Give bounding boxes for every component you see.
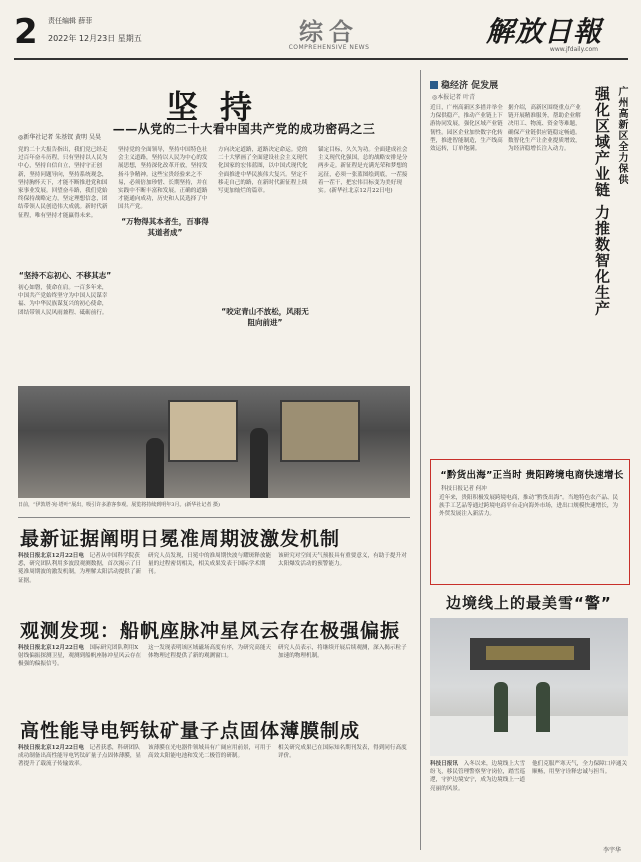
editor-line: 责任编辑 薛菲 bbox=[48, 17, 93, 25]
masthead-meta bbox=[48, 16, 142, 44]
section-name: 综合 bbox=[299, 18, 359, 46]
column-head-marker bbox=[430, 81, 438, 89]
lead-body-col-2: 坚持党的全面领导，坚持中国特色社会主义道路，坚持以人民为中心的发展思想，坚持深化改革开放，坚持发扬斗争精神。这些宝贵经验来之不易，必须倍加珍惜、长期坚持，并在实践中不断丰富和发展。正确的道路才能通向成功，历史和人民选择了中国共产党。 bbox=[118, 147, 208, 211]
news-body-1c: 该研究对空间天气预报具有重要意义，有助于提升对太阳爆发活动的预警能力。 bbox=[278, 553, 407, 568]
page-number: 2 bbox=[14, 12, 38, 52]
box-byline: 科技日报记者 何冲 bbox=[441, 486, 487, 492]
divider bbox=[18, 517, 410, 518]
right-body-col-1: 近日，广州高新区多措并举全力保供稳产，推动产业链上下游协同发展，强化区域产业链韧性。园区企业加快数字化转型，推进智能制造，生产线高效运转，订单饱满。 bbox=[430, 105, 503, 153]
visitor-figure bbox=[250, 428, 268, 498]
news-body-3a: 科技日报北京12月22日电 记者获悉，科研团队成功制备出高性能导电钙钛矿量子点固体薄膜，显著提升了载流子传输效率。 bbox=[18, 745, 142, 768]
section-en: COMPREHENSIVE NEWS bbox=[288, 44, 370, 51]
right-vertical-subtitle: 广州高新区全力保供 bbox=[616, 86, 627, 185]
lead-title: 坚持 bbox=[165, 88, 274, 126]
column-head-text: 稳经济 促发展 bbox=[441, 81, 499, 91]
box-title: “黔货出海”正当时 贵阳跨境电商快速增长 bbox=[440, 470, 624, 481]
lead-subtitle: ——从党的二十大看中国共产党的成功密码之三 bbox=[112, 122, 376, 136]
news-body-3b: 该薄膜在光电器件领域具有广阔应用前景，可用于高效太阳能电池和发光二极管的研制。 bbox=[148, 745, 272, 760]
news-dateline-2: 科技日报北京12月22日电 bbox=[18, 645, 84, 651]
box-body: 近年来，贵阳积极发展跨境电商，推动“黔货出海”。当地特色农产品、民族手工艺品等通过跨境电商平台走向海外市场，进出口规模快速增长，为外贸发展注入新活力。 bbox=[439, 495, 619, 518]
officer-figure bbox=[494, 682, 508, 732]
column-divider bbox=[420, 70, 421, 850]
news-body-2b: 这一发现表明该区域磁场高度有序，为研究高能天体物理过程提供了新的观测窗口。 bbox=[148, 645, 272, 660]
lead-highlight-3: “咬定青山不放松，风雨无阻向前进” bbox=[221, 307, 309, 327]
news-body-1b: 研究人员发现，日冕中的准周期快波与耀斑释放能量的过程密切相关，相关成果发表于国际学术期刊。 bbox=[148, 553, 272, 576]
border-photo bbox=[430, 618, 628, 756]
news-title-2: 观测发现：船帆座脉冲星风云存在极强偏振 bbox=[20, 620, 401, 642]
lead-body-col-1b: 初心如磐，使命在肩。一百多年来，中国共产党始终坚守为中国人民谋幸福、为中华民族谋复兴的初心使命，团结带领人民风雨兼程、砥砺前行。 bbox=[18, 285, 108, 316]
border-dateline: 科技日报讯 bbox=[430, 761, 458, 767]
lead-body-col-1: 党的二十大报告指出，我们党已经走过百年奋斗历程，只有坚持以人民为中心，坚持自信自立，坚持守正创新，坚持问题导向，坚持系统观念，坚持胸怀天下，才能不断推进党和国家事业发展。回望奋斗路，我们党始终保持战略定力，坚定理想信念，团结带领人民创造伟大成就。新时代新征程，唯有坚持才能赢得未来。 bbox=[18, 147, 108, 219]
news-dateline-3: 科技日报北京12月22日电 bbox=[18, 745, 84, 751]
right-vertical-title: 强化区域产业链 力推数智化生产 bbox=[593, 86, 611, 317]
lead-body-col-3: 方向决定道路，道路决定命运。党的二十大擘画了全面建设社会主义现代化国家的宏伟蓝图，以中国式现代化全面推进中华民族伟大复兴。坚定不移走自己的路，在新时代新征程上续写更加灿烂的篇章。 bbox=[218, 147, 308, 195]
logo-url: www.jfdaily.com bbox=[549, 46, 598, 53]
lead-highlight-2: “万物得其本者生，百事得其道者成” bbox=[121, 217, 209, 237]
footer-credit: 李宇华 bbox=[602, 847, 621, 854]
photo-caption: 日前，“伊敦塔·宛·塔叶”展出，吸引许多游客参观。展览将持续到明年3月。(新华社记者 摄) bbox=[18, 502, 220, 508]
news-title-3: 高性能导电钙钛矿量子点固体薄膜制成 bbox=[20, 720, 361, 742]
lead-body-col-4: 锚定目标，久久为功。全面建成社会主义现代化强国，总的战略安排是分两步走。新征程是充满光荣和梦想的远征，必须一张蓝图绘到底，一茬接着一茬干，把宏伟目标变为美好现实。(新华社北京12月22日电) bbox=[318, 147, 408, 195]
newspaper-logo: 解放日報 bbox=[485, 15, 602, 48]
border-body-col-2: 他们克服严寒天气，全力保障口岸通关顺畅，用坚守诠释忠诚与担当。 bbox=[532, 761, 628, 776]
news-body-3c: 相关研究成果已在国际知名期刊发表，得到同行高度评价。 bbox=[278, 745, 407, 760]
visitor-figure bbox=[146, 438, 164, 498]
lead-byline: ◎新华社记者 朱基钗 黄明 吴昊 bbox=[18, 134, 101, 141]
snowy-road bbox=[430, 716, 628, 756]
lead-highlight-1: “坚持不忘初心、不移其志” bbox=[18, 271, 112, 280]
news-body-2a: 科技日报北京12月22日电 国际研究团队利用X射线偏振探测卫星，观测到船帆座脉冲星风云存在极强的偏振信号。 bbox=[18, 645, 142, 668]
right-kicker: ◎本报记者 叶青 bbox=[432, 94, 476, 101]
officer-figure bbox=[536, 682, 550, 732]
news-body-2c: 研究人员表示，将继续开展后续观测，深入揭示粒子加速的物理机制。 bbox=[278, 645, 407, 660]
date-line: 2022年 12月23日 星期五 bbox=[48, 34, 142, 43]
highlighted-article-box bbox=[430, 459, 630, 585]
masthead bbox=[14, 10, 628, 60]
border-article-title: 边境线上的最美雪“警” bbox=[446, 594, 612, 612]
gate-sign bbox=[486, 646, 574, 660]
exhibition-photo bbox=[18, 386, 410, 498]
news-body-1a: 科技日报北京12月22日电 记者从中国科学院获悉，研究团队利用多波段观测数据，首次揭示了日冕准周期波的激发机制，为理解太阳活动提供了新证据。 bbox=[18, 553, 142, 584]
painting bbox=[280, 400, 360, 462]
painting bbox=[168, 400, 238, 462]
right-body-col-2: 据介绍，高新区围绕重点产业链开展精准服务，帮助企业解决用工、物流、资金等难题，确保产业链供应链稳定畅通。数智化生产让企业提质增效，为经济稳增长注入动力。 bbox=[508, 105, 581, 153]
news-dateline-1: 科技日报北京12月22日电 bbox=[18, 553, 84, 559]
column-head bbox=[430, 78, 498, 91]
news-title-1: 最新证据阐明日冕准周期波激发机制 bbox=[20, 528, 341, 550]
border-body-col-1: 科技日报讯 入冬以来，边境线上大雪纷飞，移民管理警察坚守岗位，踏雪巡逻，守护边境安宁，成为边境线上一道亮丽的风景。 bbox=[430, 761, 526, 792]
